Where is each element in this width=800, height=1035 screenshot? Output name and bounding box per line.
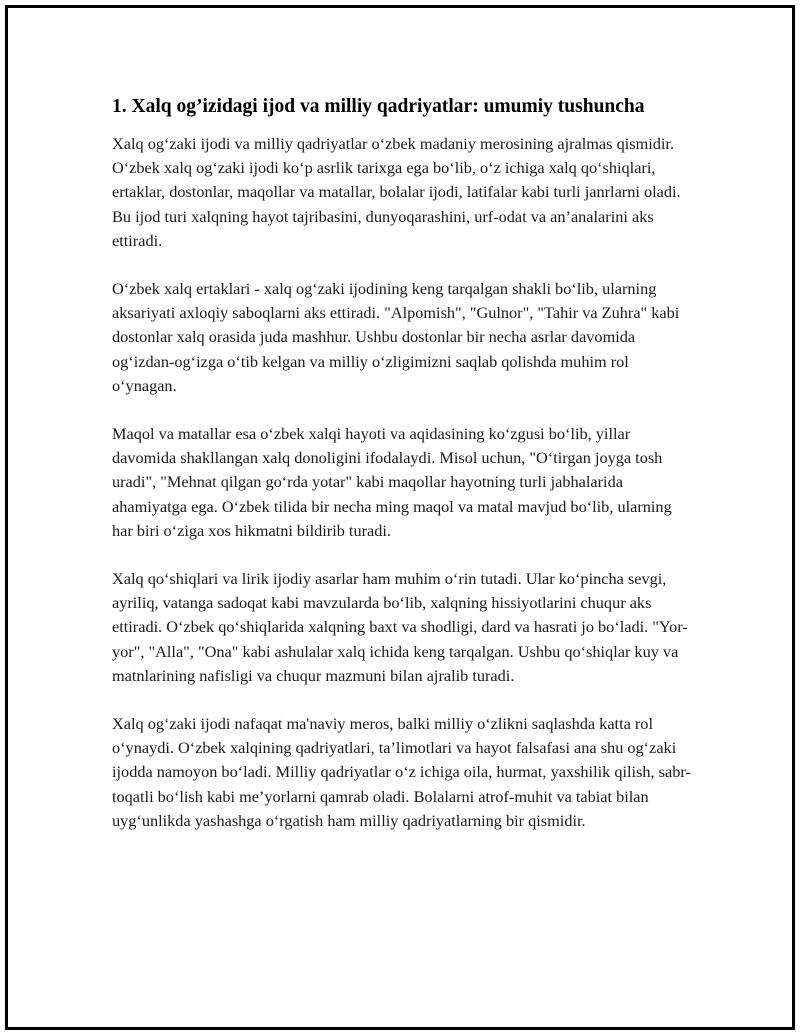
document-body [112, 93, 692, 857]
paragraph-folk-songs: Xalq qo‘shiqlari va lirik ijodiy asarlar ham muhim o‘rin tutadi. Ular ko‘pincha sevgi, ayriliq, vatanga sadoqat kabi mavzularda bo‘lib, xalqning hissiyotlarini chuqur aks ettiradi. O‘zbek qo‘shiqlarida xalqning baxt va shodligi, dard va hasrati jo bo‘ladi. "Yor-yor", "Alla", "Ona" kabi ashulalar xalq ichida keng tarqalgan. Ushbu qo‘shiqlar kuy va matnlarining nafisligi va chuqur mazmuni bilan ajralib turadi. [112, 569, 688, 685]
section-title: 1. Xalq og’izidagi ijod va milliy qadriyatlar: umumiy tushuncha [112, 96, 645, 117]
paragraph-national-values: Xalq og‘zaki ijodi nafaqat ma'naviy meros, balki milliy o‘zlikni saqlashda katta rol o‘ynaydi. O‘zbek xalqining qadriyatlari, ta’limotlari va hayot falsafasi ana shu og‘zaki ijodda namoyon bo‘ladi. Milliy qadriyatlar o‘z ichiga oila, hurmat, yaxshilik qilish, sabr-toqatli bo‘lish kabi me’yorlarni qamrab oladi. Bolalarni atrof-muhit va tabiat bilan uyg‘unlikda yashashga o‘rgatish ham milliy qadriyatlarning bir qismidir. [112, 714, 691, 830]
paragraph-proverbs: Maqol va matallar esa o‘zbek xalqi hayoti va aqidasining ko‘zgusi bo‘lib, yillar davomida shakllangan xalq donoligini ifodalaydi. Misol uchun, "O‘tirgan joyga tosh uradi", "Mehnat qilgan go‘rda yotar" kabi maqollar hayotning turli jabhalarida ahamiyatga ega. O‘zbek tilida bir necha ming maqol va matal mavjud bo‘lib, ularning har biri o‘ziga xos hikmatni bildirib turadi. [112, 424, 672, 540]
paragraph-folk-tales: O‘zbek xalq ertaklari - xalq og‘zaki ijodining keng tarqalgan shakli bo‘lib, ularning aksariyati axloqiy saboqlarni aks ettiradi. "Alpomish", "Gulnor", "Tahir va Zuhra" kabi dostonlar xalq orasida juda mashhur. Ushbu dostonlar bir necha asrlar davomida og‘izdan-og‘izga o‘tib kelgan va milliy o‘zligimizni saqlab qolishda muhim rol o‘ynagan. [112, 279, 680, 395]
paragraph-intro: Xalq og‘zaki ijodi va milliy qadriyatlar o‘zbek madaniy merosining ajralmas qismidir. O‘zbek xalq og‘zaki ijodi ko‘p asrlik tarixga ega bo‘lib, o‘z ichiga xalq qo‘shiqlari, ertaklar, dostonlar, maqollar va matallar, bolalar ijodi, latifalar kabi turli janrlarni oladi. Bu ijod turi xalqning hayot tajribasini, dunyoqarashini, urf-odat va an’analarini aks ettiradi. [112, 134, 681, 250]
